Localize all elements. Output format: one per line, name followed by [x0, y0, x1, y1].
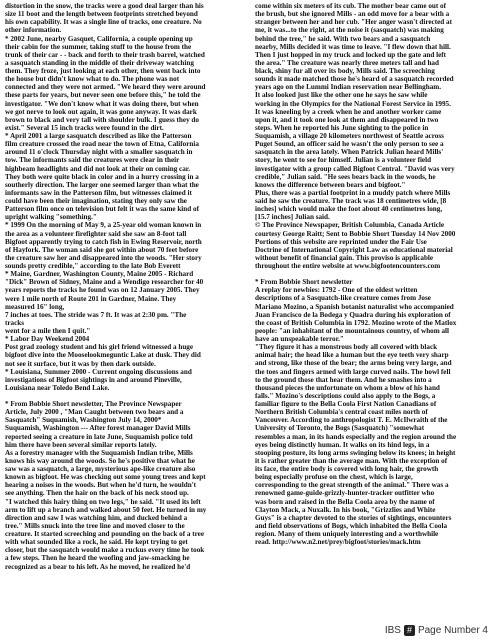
- text-line: thousand pieces the unfortunate on whom a blow of his hand: [255, 383, 440, 392]
- text-line: tree." Mills snuck into the tree line and moved closer to the: [5, 521, 185, 530]
- text-line: Doctrine of International Copyright Law as educational material: [255, 245, 453, 254]
- text-line: known as bigfoot. He was checking out some young trees and kept: [5, 473, 206, 482]
- text-line: investigator with a group called Bigfoot Central. "David was very: [255, 164, 455, 173]
- right-column: [255, 2, 491, 546]
- footer-prefix: IBS: [384, 625, 401, 636]
- paragraph-gap: [5, 392, 241, 400]
- text-line: descriptions of a Sasquatch-like creature comes from Jose: [255, 294, 431, 303]
- text-line: throughout the entire website at www.bigfootencounters.com: [255, 262, 441, 270]
- text-line: It was kneeling by a creek when he and another worker came: [255, 107, 442, 116]
- text-line: exist." Several 15 inch tracks were found in the dirt.: [5, 123, 164, 132]
- text-line: them. They froze, just looking at each other, then went back into: [5, 67, 201, 75]
- text-line: other information.: [5, 26, 62, 35]
- text-line: direction and saw I was watching him, and ducked behind a: [5, 513, 188, 522]
- text-line: the area as a volunteer firefighter said she saw an 8-foot tall: [5, 229, 187, 238]
- text-line: animal hair; the head like a human but the eye teeth very sharp: [255, 351, 449, 360]
- text-line: University of Toronto, the Bogs (Sasquatch) "somewhat: [255, 424, 425, 433]
- paragraph-gap: [255, 270, 491, 278]
- text-line: highbeam headlights and did not look at their on coming car.: [5, 164, 191, 173]
- text-line: Patterson film once on television but felt it was the same kind of: [5, 205, 199, 214]
- text-line: steps. When he reported his June sighting to the police in: [255, 123, 429, 132]
- text-line: Northern British Columbia's central coast miles north of: [255, 408, 428, 417]
- text-line: [15.7 inches] Julian said.: [255, 213, 330, 222]
- text-line: we got nerve to look out again, it was gone anyway. It was dark: [5, 107, 197, 116]
- text-line: connected and they were not armed. "We heard they were around: [5, 83, 206, 92]
- text-line: were 1 mile north of Route 201 in Gardner, Maine. They: [5, 294, 177, 303]
- text-line: Vancouver. According to anthropologist T. E. McIlwraith of the: [255, 416, 448, 425]
- text-line: him there have been several similar reports lately.: [5, 440, 157, 449]
- text-line: © The Province Newspaper, British Columbia, Canada Article: [255, 221, 445, 230]
- text-line: tracks: [5, 318, 25, 327]
- text-line: working in the Olympics for the National Forest Service in 1995.: [255, 99, 451, 108]
- text-line: behind the tree," he said. With two bears and a sasquatch: [255, 34, 431, 43]
- text-line: * April 2001 a large sasquatch described as like the Patterson: [5, 132, 192, 140]
- text-line: "Dick" Brown of Sidney, Maine and a Wendigo researcher for 40: [5, 278, 204, 287]
- text-line: renowned game-guide-grizzly-hunter-tracker outfitter who: [255, 489, 435, 498]
- text-line: have an unspeakable terror.": [255, 335, 344, 343]
- text-line: and strong, like those of the bear; the arms being very large, and: [255, 359, 452, 368]
- footer-badge: #: [404, 625, 415, 636]
- text-line: investigations of Bigfoot sightings in and around Pineville,: [5, 375, 182, 384]
- text-line: these parts for years, but never seen one before this," he told the: [5, 91, 201, 100]
- text-line: and field observations of Bogs, which inhabited the Bella Coola: [255, 521, 448, 530]
- text-line: reported seeing a creature in late June, Suquamish police told: [5, 432, 193, 441]
- text-line: his own capability. It was a single line of tracks, one creature. No: [5, 18, 202, 27]
- text-line: said he saw the creature. The track was 18 centimetres wide, [8: [255, 197, 447, 205]
- text-line: Juan Francisco de la Bodega y Quadra during his exploration of: [255, 310, 451, 319]
- text-line: to the ground those that hear them. And he smashes into a: [255, 375, 432, 384]
- text-line: Clayton Mack, a Nuxalk. In his book, "Grizzlies and White: [255, 505, 436, 514]
- footer-page-number: Page Number 4: [417, 625, 488, 636]
- text-line: sounds pretty credible," according to the late Bob Everett: [5, 262, 181, 270]
- text-line: closer, but the sasquatch would make a ruckus every time he took: [5, 546, 205, 555]
- text-line: was born and raised in the Bella Coola area by the name of: [255, 497, 435, 506]
- text-line: Suquamish, Washington --- After forest manager David Mills: [5, 424, 191, 433]
- text-line: Portions of this website are reprinted under the Fair Use: [255, 237, 427, 246]
- text-line: Article, July 2000 , "Man Caught between two bears and a: [5, 408, 184, 417]
- text-line: It also looked just like the other one he says he saw while: [255, 91, 428, 100]
- text-line: hearing a noises in the woods. But when he'd turn, he wouldn't: [5, 481, 197, 490]
- text-line: upon it, and it took one look at them and disappeared in two: [255, 115, 439, 124]
- text-line: familiar figure to the Bella Coola First Nation Canadians of: [255, 400, 437, 408]
- text-line: could have been their imagination, stating they only saw the: [5, 197, 187, 205]
- text-line: * Labor Day Weekend 2004: [5, 335, 90, 344]
- text-line: inches] which would make the foot about 40 centimetres long,: [255, 205, 443, 214]
- left-column: [5, 2, 241, 571]
- text-line: Bigfoot apparently trying to catch fish in Ewing Reservoir, north: [5, 237, 202, 246]
- text-line: knows the difference between bears and bigfoot.": [255, 180, 406, 189]
- text-line: sasquatch in the area lately. When Patrick Julian heard Mills': [255, 148, 444, 157]
- text-line: its face, the entire body is covered with long hair, the growth: [255, 465, 439, 473]
- text-line: the brush, but she ignored Mills - an odd move for a bear with a: [255, 10, 450, 19]
- text-line: the house but didn't know what to do. The phone was not: [5, 75, 180, 84]
- text-line: size 11 boot and the length between footprints stretched beyond: [5, 10, 198, 19]
- text-line: * 2002 June, nearby Gasquet, California, a couple opening up: [5, 34, 193, 43]
- text-line: creature. It started screeching and pounding on the back of a tree: [5, 530, 205, 538]
- text-line: trunk of their car - - back and forth to their trash barrel, watched: [5, 50, 205, 59]
- text-line: read. http://www.n2.net/prey/bigfoot/stories/mack.htm: [255, 538, 421, 547]
- text-line: nearby, Mills decided it was time to leave. "I flew down that hill.: [255, 42, 451, 51]
- text-line: knows his way around the woods. So he's positive that what he: [5, 456, 195, 465]
- text-line: "They figure it has a monstrous body all covered with black: [255, 343, 438, 352]
- text-line: bigfoot dive into the Mooselookmeguntic Lake at dusk. They did: [5, 351, 201, 360]
- text-line: corresponding to the great strength of the animal." There was a: [255, 481, 449, 490]
- text-line: me, it was...to the right, at the noise it (sasquatch) was making: [255, 26, 444, 35]
- text-line: stooping posture, its long arms swinging below its knees; in height: [255, 448, 456, 457]
- text-line: region. Many of them uniquely interesting and a worthwhile: [255, 530, 439, 538]
- text-line: with what sounded like a rock, he said. He kept trying to get: [5, 538, 188, 547]
- text-line: it is rather greater than the average man. With the exception of: [255, 456, 448, 465]
- text-line: falls." Mozino's descriptions could also apply to the Bogs, a: [255, 391, 436, 400]
- text-line: informants saw in the Patterson film, but witnesses claimed it: [5, 188, 192, 197]
- text-line: a few steps. Then he heard the woofing and jaw-smacking he: [5, 554, 190, 563]
- text-line: resembles a man, in its hands especially and the region around the: [255, 432, 457, 441]
- text-line: the toes and fingers armed with large curved nails. The howl fell: [255, 367, 451, 376]
- text-line: people: "an inhabitant of the mountainous country, of whom all: [255, 326, 450, 335]
- text-line: not see it surface, but it was by then dark outside.: [5, 359, 156, 368]
- text-line: * Maine, Gardner, Washington County, Maine 2005 - Richard: [5, 270, 194, 279]
- text-line: their cabin for the summer, taking stuff to the house from the: [5, 42, 192, 51]
- text-line: years reports the tracks he found was on 12 January 2005. They: [5, 286, 200, 295]
- text-line: film creature crossed the road near the town of Etna, California: [5, 140, 199, 149]
- text-line: see anything. Then the hair on the back of his neck stood up.: [5, 489, 189, 498]
- text-line: story, he went to see for himself. Julian is a volunteer field: [255, 156, 432, 165]
- text-line: They both were quite black in color and in a hurry crossing in a: [5, 172, 199, 181]
- text-line: Plus, there was a partial footprint in a muddy patch where Mills: [255, 188, 451, 197]
- text-line: eyes being distinctly human. It walks on its hind legs, in a: [255, 440, 430, 449]
- text-line: Louisiana near Toledo Bend Lake.: [5, 383, 110, 392]
- text-line: the area." The creature was nearly three meters tall and had: [255, 58, 439, 67]
- text-line: courtesy George Raitt; Sent to Bobbie Short Tuesday 14 Nov 2000: [255, 229, 456, 238]
- text-line: * 1999 On the morning of May 9, a 25-year old woman known in: [5, 221, 202, 230]
- text-line: brown to black and very tall with shoulder bulk. I guess they do: [5, 115, 199, 124]
- text-line: upright walking "something.": [5, 213, 97, 222]
- text-line: Mariano Mozino, a Spanish botanist naturalist who accompanied: [255, 302, 454, 311]
- text-line: southerly direction. The larger one seemed larger than what the: [5, 180, 199, 189]
- text-line: the coast of British Columbia in 1792. Mozino wrote of the Matlox: [255, 318, 457, 327]
- text-line: As a forestry manager with the Suquamish Indian tribe, Mills: [5, 448, 193, 457]
- text-line: a sasquatch standing in the middle of their driveway watching: [5, 58, 194, 67]
- text-line: A replay for newbies: 1792 - One of the oldest written: [255, 286, 418, 295]
- page-footer: [385, 625, 488, 636]
- text-line: 7 inches at toes. The stride was 7 ft. It was at 2:30 pm. "The: [5, 310, 187, 319]
- text-line: Puget Sound, an officer said he wasn't the only person to see a: [255, 140, 444, 149]
- text-line: being especially profuse on the chest, which is large,: [255, 473, 413, 482]
- text-line: distortion in the snow, the tracks were a good deal larger than his: [5, 2, 204, 10]
- text-line: measured 16" long,: [5, 302, 65, 311]
- text-line: recognized as a bear to his left. As he moved, he realized he'd: [5, 562, 191, 571]
- text-line: went for a mile then I quit.": [5, 327, 91, 335]
- text-line: Guys" is a chapter devoted to the stories of sightings, encounters: [255, 513, 452, 522]
- text-line: Then I just hopped in my truck and locked up the gate and left: [255, 50, 447, 59]
- text-line: Post grad zoology student and his girl friend witnessed a huge: [5, 343, 194, 352]
- text-line: * From Bobbie Short newsletter, The Province Newspaper: [5, 400, 182, 408]
- text-line: Sasquatch" Suquamish, Washington July 14, 2000*: [5, 416, 162, 425]
- text-line: come within six meters of its cub. The mother bear came out of: [255, 2, 446, 10]
- text-line: tow. The informants said the creatures were clear in their: [5, 156, 180, 165]
- text-line: arm to lift up a branch and walked about 50 feet. He turned in my: [5, 505, 207, 514]
- text-line: stranger between her and her cub. "Her anger wasn't directed at: [255, 18, 452, 27]
- text-line: of Hayfork. The woman said she got within about 70 feet before: [5, 245, 199, 254]
- text-line: the creature saw her and disappeared into the woods. "Her story: [5, 253, 202, 262]
- text-line: years ago on the Lummi Indian reservation near Bellingham.: [255, 83, 441, 92]
- text-line: * Louisiana, Summer 2000 - Current ongoing discussions and: [5, 367, 192, 376]
- text-line: "I watched this hairy thing on two legs," he said. "It used its left: [5, 497, 201, 506]
- text-line: around 11 o'clock Thursday night with a smaller sasquatch in: [5, 148, 193, 157]
- text-line: sounds it made matched those he's heard of a sasquatch recorded: [255, 75, 454, 84]
- text-line: investigator. "We don't know what it was doing there, but when: [5, 99, 199, 108]
- text-line: without benefit of financial gain. This proviso is applicable: [255, 253, 434, 262]
- text-line: black, shiny fur all over its body, Mills said. The screeching: [255, 67, 435, 75]
- text-line: Suquamish, a village 20 kilometers northwest of Seattle across: [255, 132, 444, 140]
- text-line: credible," Julian said. "He sees bears back in the woods, he: [255, 172, 436, 181]
- text-line: saw was a sasquatch, a large, mysterious ape-like creature also: [5, 465, 196, 473]
- text-line: * From Bobbie Short newsletter: [255, 278, 353, 287]
